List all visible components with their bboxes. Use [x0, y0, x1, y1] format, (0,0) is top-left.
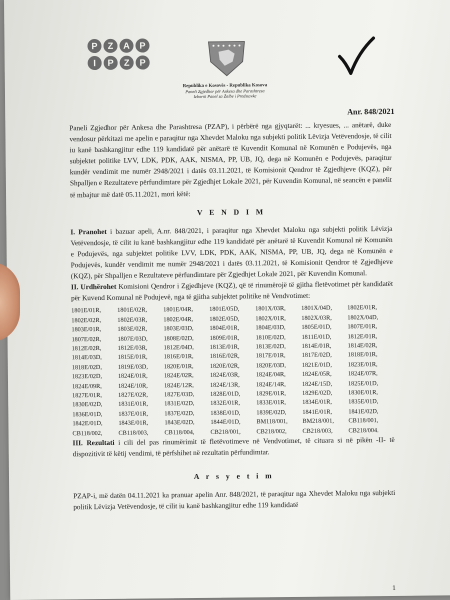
polling-station-code: 1809E/01R, [209, 334, 240, 342]
logo-bottom-letter: I [88, 56, 102, 70]
polling-station-code: 1829E/02D, [302, 389, 333, 397]
polling-station-code: 1801E/01R, [71, 307, 102, 315]
polling-station-code: 1814E/01R, [301, 342, 332, 350]
polling-station-code: 1819E/03D, [117, 363, 148, 371]
logo-bottom-letter: P [104, 56, 118, 70]
pzap-logo [87, 38, 157, 73]
polling-station-code: 1824E/12R, [164, 381, 194, 390]
polling-station-code: 1823E/02D, [71, 373, 103, 381]
polling-station-code: 1824E/03R, [209, 371, 240, 380]
polling-station-list [71, 303, 394, 438]
header-line-3: Izborni Panel za Žalbe i Predstavke [193, 93, 257, 100]
polling-station-code: 1824E/04R, [255, 371, 286, 379]
polling-station-code: 1818E/02D, [71, 363, 102, 372]
polling-station-code: CB218/003, [302, 427, 333, 435]
polling-station-code: 1829E/01R, [256, 390, 286, 398]
institution-header [155, 82, 295, 99]
polling-station-code: 1841E/02D, [348, 407, 379, 416]
section-3 [73, 435, 395, 461]
polling-station-code: 1810E/02D, [255, 333, 286, 342]
section-2-label: II. Urdhërohet [70, 283, 117, 292]
polling-station-code: 1811E/01D, [301, 333, 332, 341]
polling-station-code: 1844E/01D, [210, 418, 241, 427]
polling-station-code: 1824E/13R, [210, 381, 240, 389]
logo-bottom-letter: P [136, 55, 150, 69]
verdict-title: V E N D I M [196, 206, 266, 217]
logo-top-letter: P [87, 39, 101, 53]
polling-station-code: 1803E/01R, [71, 326, 102, 334]
polling-station-code: 1834E/01R, [302, 399, 333, 407]
polling-station-code: 1831E/01R, [118, 400, 149, 409]
polling-station-code: 1802E/01R, [347, 304, 378, 312]
polling-station-code: 1837E/02D, [164, 409, 195, 418]
polling-station-code: 1821E/01D, [301, 361, 332, 369]
polling-station-code: 1801E/05D, [209, 305, 240, 314]
polling-station-code: 1824E/07R, [347, 370, 378, 378]
polling-station-code: 1804E/01R, [209, 324, 240, 333]
case-number: Anr. 848/2021 [347, 106, 395, 117]
polling-station-code: CB118/002, [72, 429, 103, 437]
polling-station-code: 1803E/02R, [117, 325, 148, 334]
section-1 [70, 224, 393, 283]
document-body [69, 120, 395, 514]
polling-station-code: 1837E/01R, [118, 410, 149, 418]
polling-station-code: 1823E/01R, [347, 360, 378, 369]
polling-station-code: BM218/001, [302, 417, 334, 426]
polling-station-code: 1816E/02R, [209, 352, 240, 361]
polling-station-code: 1817E/02D, [301, 352, 332, 360]
polling-station-code: 1843E/01R, [118, 419, 149, 428]
page-number: 1 [392, 583, 396, 592]
polling-station-code: CB118/004, [164, 428, 195, 437]
logo-top-letter: Z [103, 39, 117, 53]
section-2 [71, 279, 393, 305]
kosovo-emblem-icon [204, 37, 248, 77]
handwritten-checkmark-icon [336, 36, 376, 76]
polling-station-code: 1824E/09R, [72, 382, 102, 390]
polling-station-code: 1813E/02D, [255, 343, 286, 351]
polling-station-code: 1814E/02R, [347, 342, 378, 350]
polling-station-code: 1801X/04D, [301, 304, 333, 313]
section-2-text: Komisioni Qendror i Zgjedhjeve (KQZ), që të rinumërojë të gjitha fletëvotimet për kandidatët për Kuvend Komunal në Podujevë, nga të gjitha subjektet politike në Vendvotimet: [71, 280, 394, 303]
polling-station-code: 1802X/01R, [255, 314, 286, 323]
polling-station-code: 1820E/01R, [163, 362, 194, 371]
polling-station-code: 1836E/01D, [72, 410, 103, 419]
polling-station-code: 1807E/02R, [71, 335, 102, 343]
polling-station-code: 1818E/01R, [347, 351, 378, 359]
polling-station-code: 1804E/03D, [255, 324, 286, 332]
polling-station-code: 1802X/03R, [301, 314, 332, 322]
polling-station-code: 1813E/01R, [209, 343, 240, 351]
polling-station-code: BM118/001, [256, 418, 288, 426]
polling-station-code: 1827E/01R, [72, 392, 102, 400]
polling-station-code: 1828E/01D, [210, 390, 241, 398]
polling-station-code: 1802X/04D, [347, 313, 379, 322]
polling-station-code: CB118/001, [348, 417, 379, 425]
polling-station-code: CB218/002, [256, 427, 287, 436]
section-3-label: III. Rezultati [72, 438, 115, 448]
polling-station-code: 1801E/02R, [117, 306, 148, 315]
polling-station-code: 1814E/03D, [71, 354, 102, 362]
polling-station-code: 1815E/01R, [117, 353, 148, 362]
polling-station-code: 1816E/01R, [163, 353, 194, 361]
polling-station-code: 1825E/01D, [347, 379, 379, 388]
polling-station-code: 1824E/14R, [256, 380, 286, 389]
intro-paragraph: Paneli Zgjedhor për Ankesa dhe Parashtresa (PZAP), i përbërë nga gjyqtarët: ... kryesues, ... anëtarë, duke vendosur përkitazi me apelin e paraqitur nga Xhevdet Maloku nga subjekti politik Lëvizja Vetëvendosje, të cilit iu kanë bashkangjitur edhe 119 kandidatë për anëtarë të Kuvendit Komunal në Komunën e Podujevës, nga subjektet politike LVV, LDK, PDK, AAK, NISMA, PP, UB, JQ, dega në Komunën e Podujevës, paraqitur kundër vendimit me numër 2948/2021 i datës 03.11.2021, të Komisionit Qendror të Zgjedhjeve (KQZ), për Shpalljen e Rezultateve përfundimtare për Zgjedhjet Lokale 2021, për Kuvendin Komunal, në seancën e panelit të mbajtur më datë 05.11.2021, mori këtë: [69, 120, 392, 199]
polling-station-code: 1812E/03R, [117, 344, 148, 352]
polling-station-code: 1824E/05R, [301, 370, 332, 379]
polling-station-code: 1835E/01D, [348, 398, 379, 406]
polling-station-code: 1817E/01R, [255, 352, 286, 360]
polling-station-code: 1812E/01R, [347, 332, 378, 341]
polling-station-code: 1802E/05D, [209, 315, 240, 323]
section-1-label: I. Pranohet [70, 227, 107, 237]
polling-station-code: 1801E/04R, [163, 306, 194, 314]
document-page [4, 0, 450, 600]
polling-station-code: 1831E/02D, [164, 400, 195, 408]
polling-station-code: CB218/001, [210, 428, 241, 436]
polling-station-code: CB218/004. [348, 426, 379, 435]
polling-station-code: 1824E/10R, [118, 382, 148, 390]
polling-station-code: 1842E/01D, [72, 420, 103, 428]
polling-station-code: 1805E/01D, [301, 323, 332, 332]
section-3-text: i cili del pas rinumërimit të fletëvotimeve në Vendvotimet, të cituara si në pikën -II- të dispozitivit të këtij vendimi, të përfshihet në rezultatin përfundimtar. [72, 436, 395, 459]
section-1-text: i bazuar apeli, A.nr. 848/2021, i paraqitur nga Xhevdet Maloku nga subjekti politik Lëvizja Vetëvendosje, të cilit iu kanë bashkangjitur edhe 119 kandidatë për anëtarë të Kuvendit Komunal në Komunën e Podujevës, nga subjektet politike LVV, LDK, PDK, AAK, NISMA, PP, UB, JQ, dega në Komunën e Podujevës, kundër vendimit me numër 2948/2021 i datës 03.11.2021, të Komisionit Qendror të Zgjedhjeve (KQZ), për Shpalljen e Rezultateve përfundimtare për Zgjedhjet Lokale 2021, për Kuvendin Komunal. [70, 224, 393, 281]
polling-station-code: 1833E/01R, [256, 399, 287, 407]
polling-station-code: 1807E/03D, [117, 335, 148, 343]
reasoning-title: A r s y e t i m [193, 471, 275, 482]
polling-station-code: 1803E/03D, [163, 325, 194, 333]
reasoning-paragraph: PZAP-i, më datën 04.11.2021 ka pranuar apelin Anr. 848/2021, të paraqitur nga Xhevdet Maloku nga subjekti politik Lëvizja Vetëvendosje, të cilit iu kanë bashkangjitur edhe 119 kandidatë [73, 489, 396, 512]
polling-station-code: 1824E/01R, [117, 372, 148, 381]
polling-station-code: CB118/003, [118, 429, 149, 437]
polling-station-code: 1820E/02R, [209, 362, 240, 370]
logo-top-letter: A [119, 39, 133, 53]
polling-station-code: 1839E/02D, [256, 408, 287, 417]
polling-station-code: 1824E/15D, [302, 380, 333, 388]
header-line-1: Republika e Kosovës - Republika Kosova [182, 83, 268, 90]
polling-station-code: 1827E/03D, [164, 391, 195, 399]
polling-station-code: 1824E/02R, [163, 372, 194, 380]
polling-station-code: 1802E/03R, [117, 316, 148, 324]
polling-station-code: 1832E/01R, [210, 400, 241, 408]
polling-station-code: 1812E/02R, [71, 345, 102, 353]
polling-station-code: 1801X/03R, [255, 305, 286, 313]
polling-station-code: 1827E/02R, [118, 391, 148, 399]
polling-station-code: 1802E/04R, [163, 315, 194, 324]
polling-station-code: 1820E/03D, [255, 361, 286, 370]
polling-station-code: 1802E/02R, [71, 316, 102, 325]
polling-station-code: 1808E/02D, [163, 334, 194, 342]
polling-station-code: 1807E/01R, [347, 323, 378, 331]
header-line-2: Paneli Zgjedhor për Ankesa dhe Parashtresa [185, 88, 265, 95]
polling-station-code: 1841E/01R, [302, 408, 333, 416]
polling-station-code: 1812E/04D, [163, 344, 194, 352]
logo-top-letter: P [135, 38, 149, 52]
polling-station-code: 1838E/01D, [210, 409, 241, 417]
polling-station-code: 1830E/02D, [72, 401, 103, 409]
polling-station-code: 1843E/02D, [164, 419, 195, 427]
polling-station-code: 1830E/01R, [348, 389, 378, 397]
logo-bottom-letter: Z [120, 56, 134, 70]
